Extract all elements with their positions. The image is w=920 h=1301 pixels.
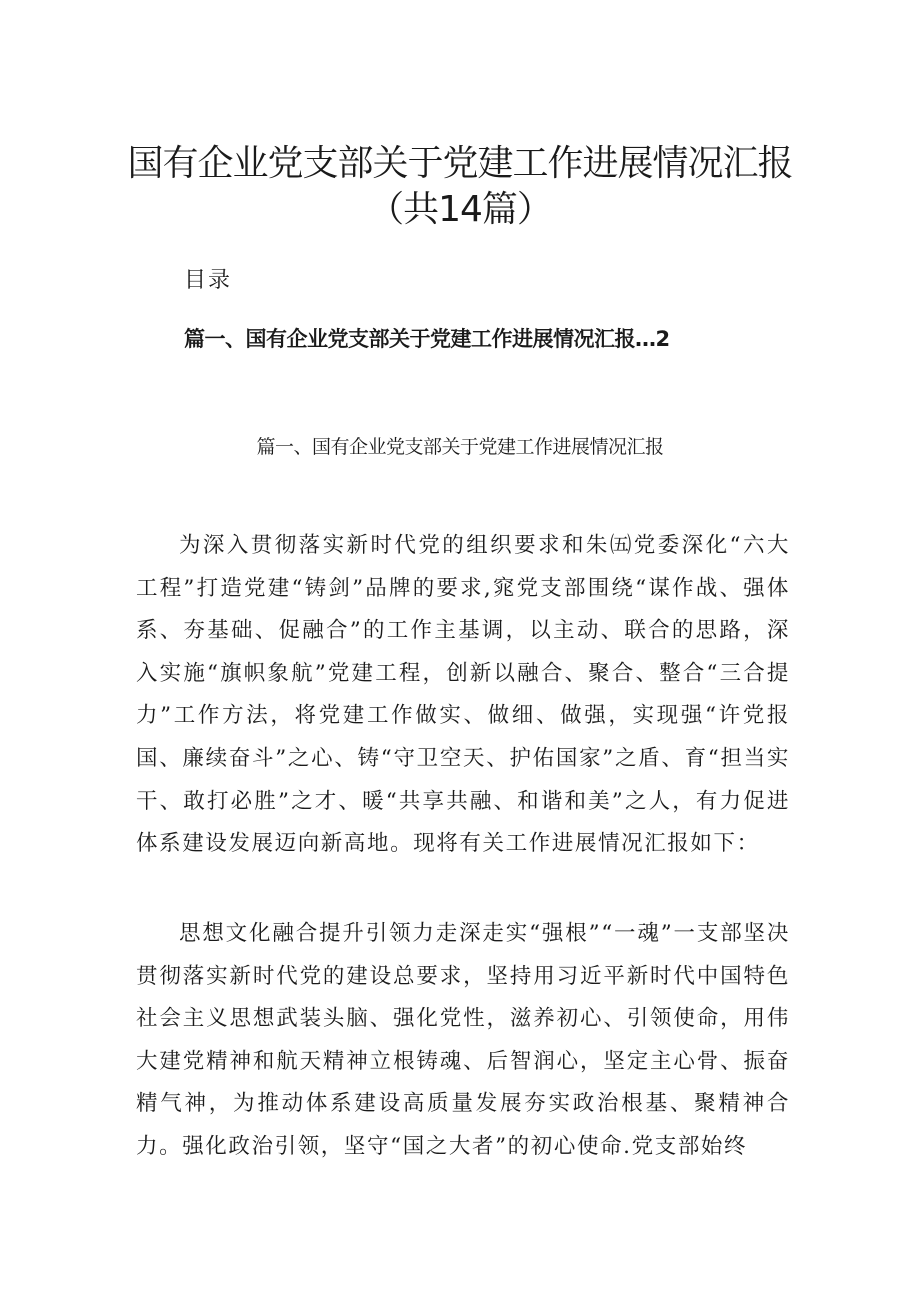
toc-entry[interactable] [184, 324, 744, 354]
toc-entry-leader: … [635, 327, 656, 351]
toc-entry-label: 篇一、国有企业党支部关于党建工作进展情况汇报 [184, 327, 635, 351]
toc-heading: 目录 [184, 268, 233, 293]
section-title: 篇一、国有企业党支部关于党建工作进展情况汇报 [256, 436, 664, 458]
body-paragraph: 思想文化融合提升引领力走深走实“强根”“一魂”一支部坚决贯彻落实新时代党的建设总要求，坚持用习近平新时代中国特色社会主义思想武装头脑、强化党性，滋养初心、引领使命，用伟大建党精神和航天精神立根铸魂、后智润心，坚定主心骨、振奋精气神，为推动体系建设高质量发展夯实政治根基、聚精神合力。强化政治引领，坚守“国之大者”的初心使命.党支部始终 [136, 921, 790, 1159]
document-title: 国有企业党支部关于党建工作进展情况汇报（共14篇） [127, 143, 793, 230]
body-paragraph: 为深入贯彻落实新时代党的组织要求和朱㈤党委深化“六大工程”打造党建“铸剑”品牌的要求,窕党支部围绕“谋作战、强体系、夯基础、促融合”的工作主基调，以主动、联合的思路，深入实施“旗帜象航”党建工程，创新以融合、聚合、整合“三合提力”工作方法，将党建工作做实、做细、做强，实现强“许党报国、廉续奋斗”之心、铸“守卫空天、护佑国家”之盾、育“担当实干、敢打必胜”之才、暖“共享共融、和谐和美”之人，有力促进体系建设发展迈向新高地。现将有关工作进展情况汇报如下： [136, 533, 790, 857]
toc-entry-page: 2 [655, 327, 670, 351]
